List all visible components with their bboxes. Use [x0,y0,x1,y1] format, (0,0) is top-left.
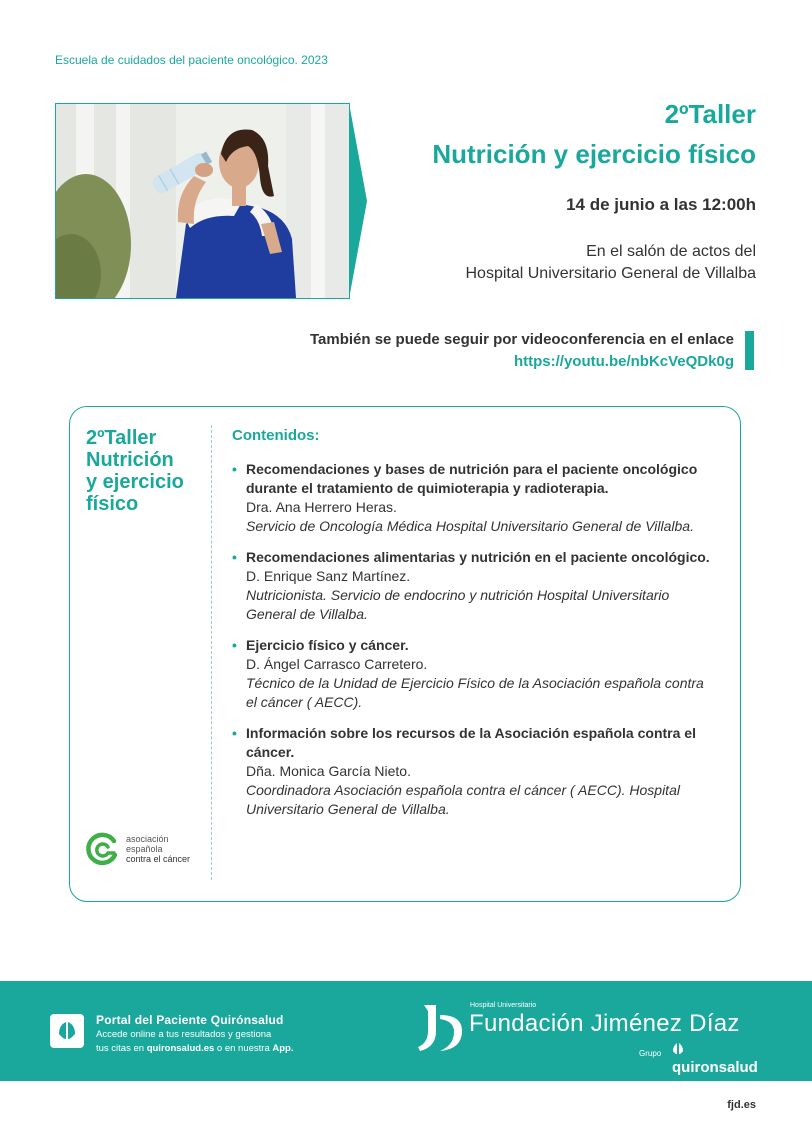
item-affiliation: Servicio de Oncología Médica Hospital Universitario General de Villalba. [246,518,694,534]
event-title-line2: Nutrición y ejercicio físico [432,139,756,169]
list-item [232,724,712,819]
woman-drinking-water-image [56,104,349,298]
bullet-icon: • [232,461,237,477]
portal-line1: Accede online a tus resultados y gestiona [96,1029,272,1040]
item-affiliation: Técnico de la Unidad de Ejercicio Físico de la Asociación española contra el cáncer ( AECC). [246,675,704,710]
item-speaker: D. Ángel Carrasco Carretero. [246,656,428,672]
card-title-line: Nutrición [86,449,174,471]
videoconference-link[interactable]: https://youtu.be/nbKcVeQDk0g [513,353,734,370]
portal-title: Portal del Paciente Quirónsalud [96,1013,284,1027]
contents-card [69,406,741,902]
item-affiliation: Nutricionista. Servicio de endocrino y nutrición Hospital Universitario General de Villalba. [246,587,670,622]
item-speaker: D. Enrique Sanz Martínez. [246,568,411,584]
videoconference-info [310,329,734,373]
portal-line2-text: o en nuestra [214,1043,273,1054]
aecc-logo-icon [84,831,120,867]
group-label: Grupo [639,1049,662,1058]
event-location-line2: Hospital Universitario General de Villalba [465,265,756,282]
event-header [432,97,756,285]
card-title-line: y ejercicio [86,471,184,493]
event-date: 14 de junio a las 12:00h [566,195,756,214]
list-item [232,548,712,624]
card-title [86,427,211,515]
event-location-line1: En el salón de actos del [586,243,756,260]
contents-heading: Contenidos: [232,427,320,444]
fjd-logo-icon [414,1001,466,1055]
leaf-icon [50,1014,84,1048]
hospital-name: Fundación Jiménez Díaz [469,1010,740,1037]
item-topic: Ejercicio físico y cáncer. [246,637,409,653]
patient-portal-promo [96,1013,294,1055]
videoconference-text: También se puede seguir por videoconferencia en el enlace [309,331,734,348]
aecc-logo [84,831,190,867]
arrow-shape [349,103,367,299]
quironsalud-logo [672,1042,764,1076]
portal-line2-text: tus citas en [96,1043,147,1054]
aecc-logo-line: contra el cáncer [126,854,191,864]
aecc-logo-line: asociación [126,834,169,844]
videoconference-accent-bar [745,331,754,370]
fjd-logo [414,1001,764,1076]
list-item [232,636,712,712]
bullet-icon: • [232,549,237,565]
portal-website-link[interactable]: quironsalud.es [146,1043,215,1054]
quironsalud-leaf-icon [672,1042,684,1056]
event-title-line1: 2ºTaller [664,99,756,129]
item-speaker: Dra. Ana Herrero Heras. [246,499,397,515]
card-title-line: físico [86,493,139,515]
aecc-logo-line: española [126,844,163,854]
bullet-icon: • [232,637,237,653]
quironsalud-text: quironsalud [672,1059,758,1076]
website-url[interactable]: fjd.es [727,1099,756,1111]
bullet-icon: • [232,725,237,741]
item-affiliation: Coordinadora Asociación española contra el cáncer ( AECC). Hospital Universitario General de Villalba. [246,782,680,817]
footer [0,981,812,1081]
portal-line2 [96,1043,294,1055]
hospital-label: Hospital Universitario [470,1002,537,1009]
list-item [232,460,712,536]
item-topic: Información sobre los recursos de la Asociación española contra el cáncer. [246,725,696,760]
item-topic: Recomendaciones y bases de nutrición para el paciente oncológico durante el tratamiento de quimioterapia y radioterapia. [246,461,698,496]
portal-app-link[interactable]: App. [272,1043,294,1054]
item-speaker: Dña. Monica García Nieto. [246,763,411,779]
series-label: Escuela de cuidados del paciente oncológico. 2023 [55,53,328,67]
card-divider [211,425,212,880]
header-photo [55,103,350,299]
contents-list [232,427,712,831]
card-title-line: 2ºTaller [86,427,157,449]
item-topic: Recomendaciones alimentarias y nutrición en el paciente oncológico. [246,549,710,565]
